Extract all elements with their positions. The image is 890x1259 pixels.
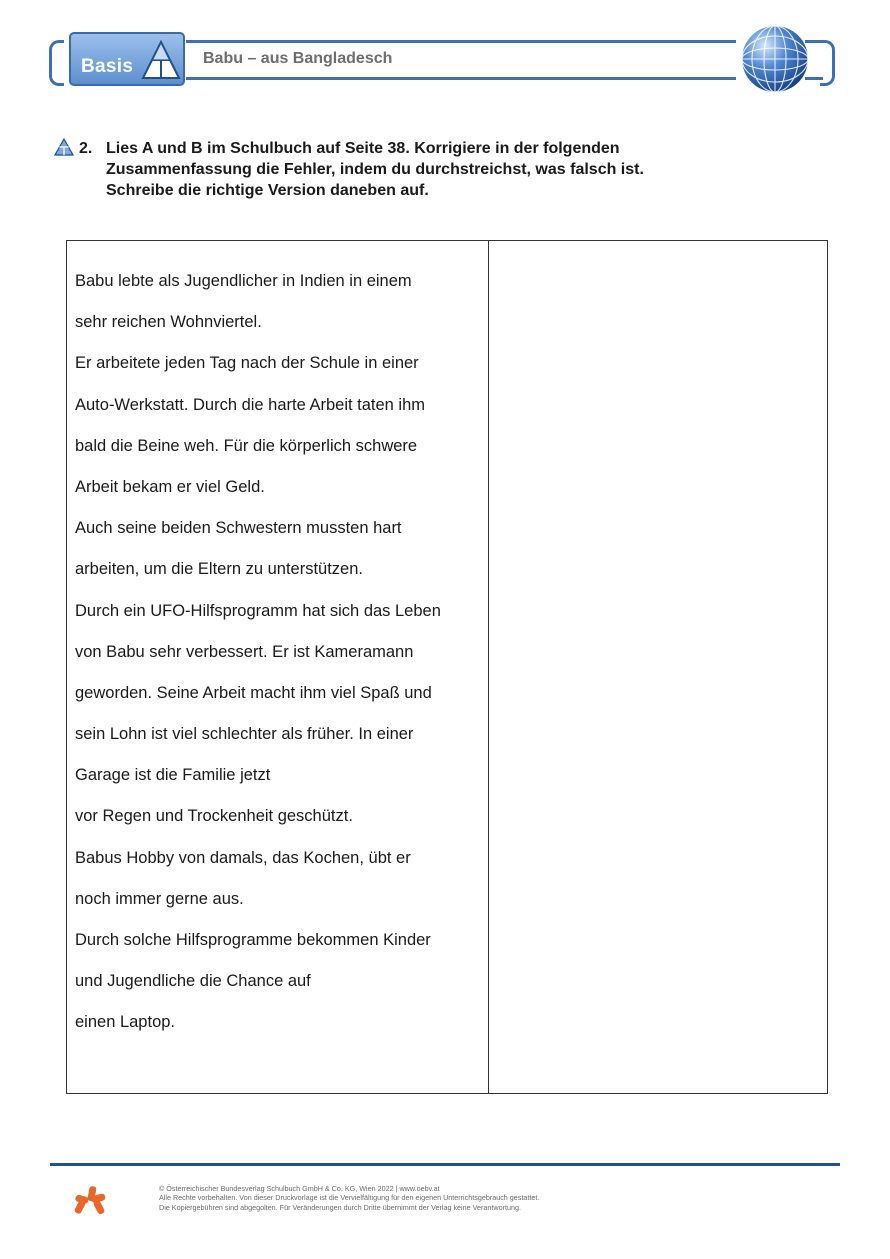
header-bracket-left [49, 40, 64, 86]
summary-line: und Jugendliche die Chance auf [75, 972, 311, 991]
task-text [106, 138, 806, 201]
task-line: Zusammenfassung die Fehler, indem du durchstreichst, was falsch ist. [106, 161, 644, 178]
summary-line: vor Regen und Trockenheit geschützt. [75, 807, 353, 826]
summary-line: Arbeit bekam er viel Geld. [75, 477, 265, 496]
pyramid-icon [54, 138, 74, 156]
footer-rule [50, 1163, 840, 1166]
summary-line: Garage ist die Familie jetzt [75, 766, 271, 785]
summary-line: Durch solche Hilfsprogramme bekommen Kinder [75, 931, 431, 949]
summary-line: Durch ein UFO-Hilfsprogramm hat sich das Leben [75, 601, 441, 620]
summary-line: Auto-Werkstatt. Durch die harte Arbeit taten ihm [75, 395, 426, 414]
task-number: 2. [79, 140, 93, 157]
task-line: Schreibe die richtige Version daneben auf. [106, 182, 429, 199]
footer-line: Alle Rechte vorbehalten. Von dieser Druckvorlage ist die Vervielfältigung für den eigenen Unterrichtsgebrauch gestattet. [159, 1193, 540, 1203]
oebv-logo-icon [72, 1184, 108, 1220]
summary-line: geworden. Seine Arbeit macht ihm viel Spaß und [75, 683, 432, 702]
basis-label: Basis [81, 56, 134, 77]
page-header [0, 0, 890, 110]
header-rule-top [186, 40, 736, 43]
summary-line: Babu lebte als Jugendlicher in Indien in einem [75, 272, 412, 290]
header-rule-bottom [186, 77, 736, 80]
summary-line: Er arbeitete jeden Tag nach der Schule in einer [75, 354, 419, 373]
globe-icon [740, 24, 810, 94]
summary-line: von Babu sehr verbessert. Er ist Kameramann [75, 642, 414, 661]
summary-text-column [75, 271, 485, 1054]
footer-copyright [159, 1184, 539, 1212]
summary-line: einen Laptop. [75, 1013, 176, 1032]
summary-line: sein Lohn ist viel schlechter als früher. In einer [75, 725, 414, 744]
summary-line: noch immer gerne aus. [75, 889, 244, 908]
summary-line: arbeiten, um die Eltern zu unterstützen. [75, 560, 363, 579]
header-bracket-right [820, 40, 835, 86]
page-title: Babu – aus Bangladesch [203, 50, 393, 67]
summary-line: sehr reichen Wohnviertel. [75, 313, 262, 332]
summary-line: Babus Hobby von damals, das Kochen, übt er [75, 848, 411, 867]
summary-line: Auch seine beiden Schwestern mussten hart [75, 519, 402, 538]
pyramid-icon [139, 38, 183, 82]
footer-line: © Österreichischer Bundesverlag Schulbuch GmbH & Co. KG, Wien 2022 | www.oebv.at [159, 1184, 440, 1193]
basis-badge [69, 32, 185, 86]
footer-line: Die Kopiergebühren sind abgegolten. Für Veränderungen durch Dritte übernimmt der Verlag keine Verantwortung. [159, 1202, 521, 1212]
correction-answer-column[interactable] [489, 241, 827, 1093]
summary-line: bald die Beine weh. Für die körperlich schwere [75, 436, 418, 455]
correction-table [66, 240, 828, 1094]
task-line: Lies A und B im Schulbuch auf Seite 38. Korrigiere in der folgenden [106, 140, 620, 157]
